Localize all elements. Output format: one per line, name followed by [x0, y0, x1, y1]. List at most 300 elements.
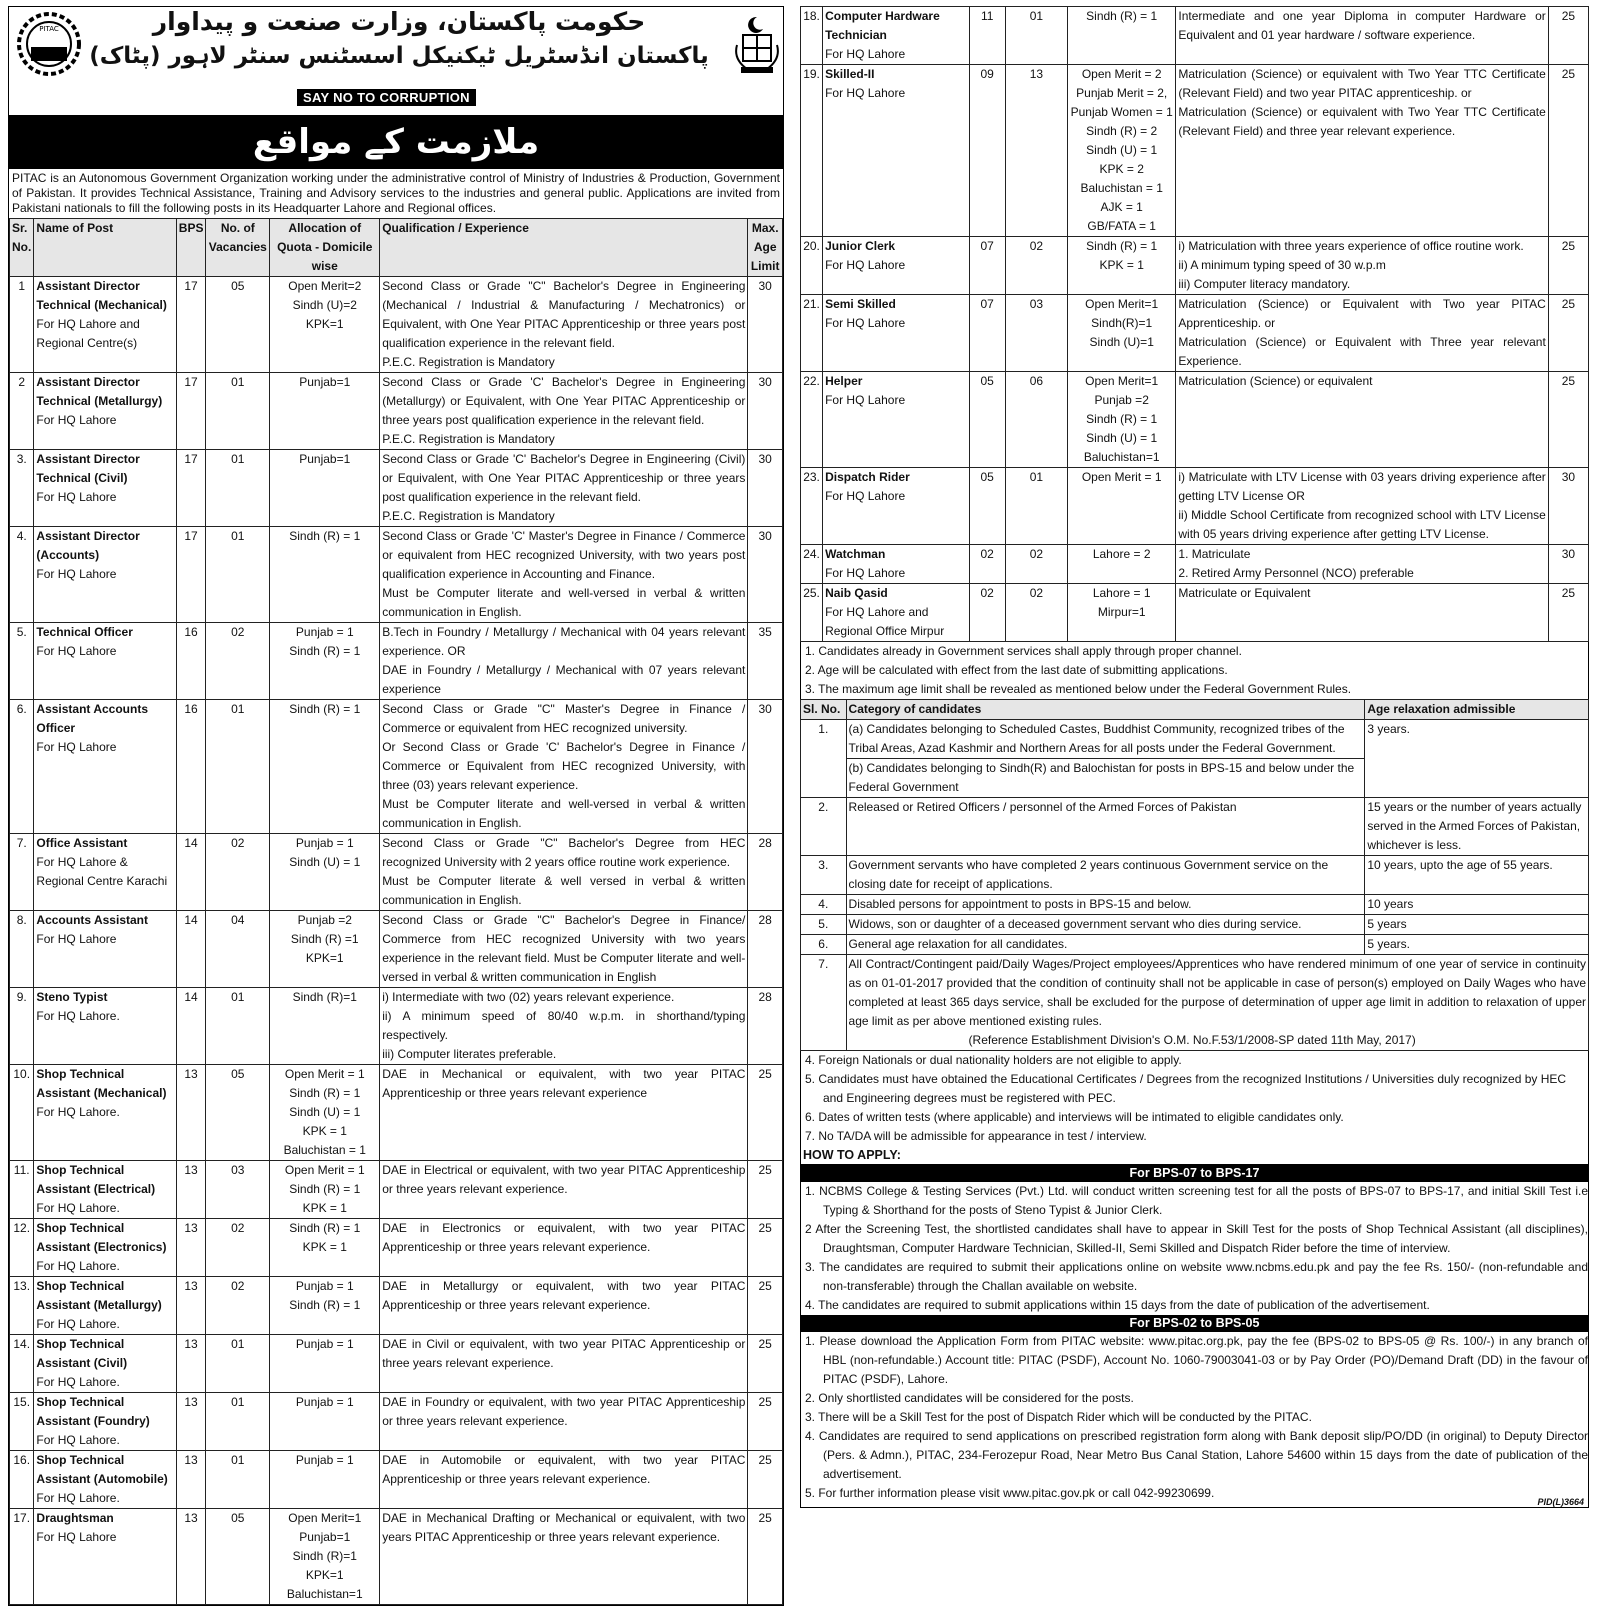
post-title: Watchman — [825, 547, 886, 561]
post-title: Shop Technical Assistant (Foundry) — [36, 1395, 150, 1428]
quota-line: Open Merit = 1 — [284, 1067, 365, 1081]
table-row — [10, 623, 783, 700]
quota-line: Sindh (U)=1 — [1089, 335, 1154, 349]
post-location: For HQ Lahore — [825, 489, 906, 503]
cell-bps: 13 — [176, 1161, 205, 1219]
quota-line: Sindh(R)=1 — [1091, 316, 1153, 330]
cell-post-name — [34, 373, 176, 450]
quota-line: Sindh (R) = 1 — [289, 702, 361, 716]
table-row — [10, 1161, 783, 1219]
svg-text:PITAC: PITAC — [39, 25, 59, 33]
relax-row: 2. Released or Retired Officers / personnel of the Armed Forces of Pakistan 15 years or the number of years actually served in the Armed Forces of Pakistan, whichever is less. — [801, 798, 1589, 856]
quota-line: Punjab =2 — [1094, 393, 1149, 407]
cell-sr: 6. — [10, 700, 34, 834]
qualification-line: B.Tech in Foundry / Metallurgy / Mechanical with 04 years relevant experience. OR — [382, 625, 746, 658]
quota-line: Open Merit = 1 — [284, 1163, 365, 1177]
cell-age: 25 — [748, 1451, 783, 1509]
relax-row: 3. Government servants who have completed 2 years continuous Government service on the closing date for receipt of applications. 10 years, upto the age of 55 years. — [801, 856, 1589, 895]
quota-line: Sindh (U) = 1 — [289, 855, 361, 869]
cell-sr: 13. — [10, 1277, 34, 1335]
quota-line: KPK=1 — [305, 1568, 344, 1582]
post-location: For HQ Lahore — [825, 258, 906, 272]
left-column — [8, 6, 784, 1601]
table-row — [801, 7, 1589, 65]
cell-sr: 7. — [10, 834, 34, 911]
cell-sr: 8. — [10, 911, 34, 988]
cell-vacancies: 01 — [1005, 7, 1067, 65]
cell-quota — [270, 700, 380, 834]
cell-vacancies: 02 — [206, 1277, 270, 1335]
post-title: Accounts Assistant — [36, 913, 148, 927]
qualification-line: Matriculation (Science) or equivalent with Two Year TTC Certificate (Relevant Field) and two year PITAC apprenticeship. or — [1178, 67, 1546, 100]
cell-sr: 19. — [801, 65, 823, 237]
quota-line: Sindh (R) =1 — [290, 932, 359, 946]
cell-qualification — [380, 527, 748, 623]
cell-quota — [270, 277, 380, 373]
cell-vacancies: 04 — [206, 911, 270, 988]
table-row — [10, 911, 783, 988]
table-header-row — [10, 219, 783, 277]
cell-qualification — [380, 1509, 748, 1605]
cell-bps: 02 — [969, 545, 1005, 584]
cell-post-name — [34, 1219, 176, 1277]
relax-col-category: Category of candidates — [846, 700, 1365, 720]
table-row — [10, 1509, 783, 1605]
table-row — [10, 834, 783, 911]
post-location: For HQ Lahore & Regional Centre Karachi — [36, 855, 168, 888]
cell-post-name — [34, 1277, 176, 1335]
cell-vacancies: 03 — [1005, 295, 1067, 372]
qualification-line: i) Matriculate with LTV License with 03 years driving experience after getting LTV License OR — [1178, 470, 1546, 503]
quota-line: Sindh (R) = 1 — [289, 1182, 361, 1196]
cell-qualification — [380, 277, 748, 373]
cell-qualification — [1176, 7, 1548, 65]
qualification-line: P.E.C. Registration is Mandatory — [382, 355, 555, 369]
cell-age: 28 — [748, 834, 783, 911]
table-row — [10, 450, 783, 527]
notes-a — [800, 642, 1589, 699]
post-location: For HQ Lahore. — [36, 1259, 120, 1273]
urdu-ministry-title: حکومت پاکستان، وزارت صنعت و پیداوار — [152, 7, 646, 36]
qualification-line: i) Intermediate with two (02) years relevant experience. — [382, 990, 675, 1004]
cell-bps: 13 — [176, 1277, 205, 1335]
cell-bps: 17 — [176, 373, 205, 450]
cell-vacancies: 03 — [206, 1161, 270, 1219]
qualification-line: ii) Middle School Certificate from recognized school with LTV License with 05 years driving experience after getting LTV License. — [1178, 508, 1546, 541]
cell-sr: 22. — [801, 372, 823, 468]
table-row — [10, 988, 783, 1065]
step-item: 3. The candidates are required to submit their applications online on website www.ncbms.edu.pk and pay the fee Rs. 150/- (non-refundable and non-transferable) through the Challan available on website. — [805, 1260, 1588, 1293]
post-title: Shop Technical Assistant (Electrical) — [36, 1163, 156, 1196]
cell-vacancies: 01 — [206, 988, 270, 1065]
cell-post-name — [34, 623, 176, 700]
cell-age: 25 — [1548, 372, 1588, 468]
cell-vacancies: 05 — [206, 1509, 270, 1605]
cell-vacancies: 02 — [1005, 545, 1067, 584]
quota-line: Sindh (R) = 1 — [289, 1086, 361, 1100]
cell-sr: 18. — [801, 7, 823, 65]
cell-qualification — [1176, 584, 1548, 642]
cell-post-name — [823, 372, 970, 468]
quota-line: Sindh (R)=1 — [292, 990, 357, 1004]
cell-sr: 12. — [10, 1219, 34, 1277]
post-location: For HQ Lahore. — [36, 1433, 120, 1447]
cell-qualification — [380, 1451, 748, 1509]
table-row — [801, 372, 1589, 468]
post-title: Helper — [825, 374, 863, 388]
right-column — [800, 6, 1589, 1594]
cell-bps: 13 — [176, 1393, 205, 1451]
cell-bps: 07 — [969, 237, 1005, 295]
table-row — [10, 527, 783, 623]
qualification-line: 2. Retired Army Personnel (NCO) preferable — [1178, 566, 1414, 580]
pitac-logo-icon — [15, 11, 83, 77]
cell-quota — [1067, 295, 1175, 372]
col-name: Name of Post — [34, 219, 176, 277]
post-title: Assistant Director Technical (Mechanical) — [36, 279, 167, 312]
quota-line: Punjab=1 — [299, 452, 351, 466]
cell-sr: 11. — [10, 1161, 34, 1219]
qualification-line: DAE in Electrical or equivalent, with two year PITAC Apprenticeship or three years relevant experience. — [382, 1163, 746, 1196]
cell-quota — [1067, 584, 1175, 642]
cell-quota — [270, 623, 380, 700]
cell-vacancies: 02 — [206, 623, 270, 700]
post-location: For HQ Lahore and Regional Centre(s) — [36, 317, 140, 350]
cell-sr: 20. — [801, 237, 823, 295]
cell-post-name — [34, 1161, 176, 1219]
cell-vacancies: 02 — [1005, 237, 1067, 295]
quota-line: KPK = 1 — [302, 1240, 347, 1254]
step-item: 3. There will be a Skill Test for the post of Dispatch Rider which will be conducted by the PITAC. — [805, 1410, 1312, 1424]
qualification-line: Matriculation (Science) or Equivalent with Two year PITAC Apprenticeship. or — [1178, 297, 1546, 330]
cell-bps: 14 — [176, 834, 205, 911]
quota-line: Open Merit = 2 — [1081, 67, 1162, 81]
post-location: For HQ Lahore — [36, 1530, 117, 1544]
cell-bps: 05 — [969, 372, 1005, 468]
table-row — [801, 468, 1589, 545]
cell-sr: 9. — [10, 988, 34, 1065]
qualification-line: P.E.C. Registration is Mandatory — [382, 432, 555, 446]
cell-age: 25 — [748, 1065, 783, 1161]
qualification-line: iii) Computer literacy mandatory. — [1178, 277, 1351, 291]
step-item: 1. Please download the Application Form from PITAC website: www.pitac.org.pk, pay the fee (BPS-02 to BPS-05 @ Rs. 100/-) in any branch of HBL (non-refundable.) Account title: PITAC (PSDF), Account No. 1060-79003041-03 or by Pay Order (PO)/Demand Draft (DD) in the favour of PITAC (PSDF), Lahore. — [805, 1334, 1588, 1386]
cell-quota — [1067, 65, 1175, 237]
step-item: 4. The candidates are required to submit applications within 15 days from the date of publication of the advertisement. — [805, 1298, 1430, 1312]
quota-line: Punjab = 1 — [295, 1279, 354, 1293]
post-location: For HQ Lahore and Regional Office Mirpur — [825, 605, 945, 638]
table-row — [801, 545, 1589, 584]
steps-bps-07-17 — [801, 1182, 1588, 1315]
col-qualification: Qualification / Experience — [380, 219, 748, 277]
note-item: 6. Dates of written tests (where applicable) and interviews will be intimated to eligible candidates only. — [805, 1110, 1344, 1124]
cell-bps: 16 — [176, 700, 205, 834]
cell-age: 25 — [1548, 65, 1588, 237]
cell-sr: 25. — [801, 584, 823, 642]
post-title: Dispatch Rider — [825, 470, 910, 484]
quota-line: Sindh (R)=1 — [292, 1549, 357, 1563]
cell-age: 25 — [1548, 295, 1588, 372]
cell-post-name — [34, 277, 176, 373]
cell-age: 25 — [748, 1219, 783, 1277]
cell-qualification — [1176, 237, 1548, 295]
cell-qualification — [380, 373, 748, 450]
quota-line: Punjab = 1 — [295, 1337, 354, 1351]
post-title: Shop Technical Assistant (Electronics) — [36, 1221, 167, 1254]
qualification-line: DAE in Civil or equivalent, with two year PITAC Apprenticeship or three years relevant experience. — [382, 1337, 746, 1370]
cell-quota — [270, 1393, 380, 1451]
qualification-line: Second Class or Grade "C" Bachelor's Degree in Engineering (Mechanical / Industrial & Manufacturing / Mechatronics) or Equivalent, with One Year PITAC Apprenticeship or three years post qualification experience in the relevant field. — [382, 279, 746, 350]
quota-line: Baluchistan=1 — [286, 1587, 363, 1601]
cell-post-name — [823, 7, 970, 65]
cell-bps: 05 — [969, 468, 1005, 545]
cell-post-name — [823, 237, 970, 295]
bps-02-05-bar: For BPS-02 to BPS-05 — [801, 1315, 1588, 1332]
cell-qualification — [380, 988, 748, 1065]
table-row — [10, 1393, 783, 1451]
note-item: 7. No TA/DA will be admissible for appearance in test / interview. — [805, 1129, 1147, 1143]
quota-line: AJK = 1 — [1100, 200, 1143, 214]
cell-quota — [1067, 372, 1175, 468]
post-location: For HQ Lahore — [36, 490, 117, 504]
cell-post-name — [823, 65, 970, 237]
post-title: Junior Clerk — [825, 239, 896, 253]
post-location: For HQ Lahore — [825, 316, 906, 330]
qualification-line: DAE in Foundry or equivalent, with two year PITAC Apprenticeship or three years relevant experience. — [382, 1395, 746, 1428]
cell-bps: 13 — [176, 1335, 205, 1393]
qualification-line: Second Class or Grade 'C' Master's Degree in Finance / Commerce or equivalent from HEC recognized University, with two years post qualification experience in Accounting and Finance. — [382, 529, 746, 581]
cell-qualification — [1176, 372, 1548, 468]
cell-age: 30 — [748, 700, 783, 834]
cell-post-name — [34, 1451, 176, 1509]
col-age: Max. Age Limit — [748, 219, 783, 277]
quota-line: Punjab = 1 — [295, 625, 354, 639]
cell-age: 25 — [748, 1335, 783, 1393]
quota-line: Sindh (R) = 1 — [1086, 412, 1158, 426]
table-row — [801, 65, 1589, 237]
cell-sr: 21. — [801, 295, 823, 372]
quota-line: Open Merit=1 — [1085, 374, 1159, 388]
post-title: Shop Technical Assistant (Civil) — [36, 1337, 128, 1370]
cell-qualification — [380, 1393, 748, 1451]
cell-age: 25 — [1548, 7, 1588, 65]
qualification-line: DAE in Metallurgy or equivalent, with two year PITAC Apprenticeship or three years relevant experience. — [382, 1279, 746, 1312]
cell-age: 25 — [748, 1509, 783, 1605]
table-row — [10, 1219, 783, 1277]
qualification-line: Matriculation (Science) or Equivalent with Three year relevant Experience. — [1178, 335, 1546, 368]
how-to-apply-heading: HOW TO APPLY: — [801, 1146, 1588, 1165]
qualification-line: Must be Computer literate & well versed in verbal & written communication in English. — [382, 874, 746, 907]
cell-qualification — [380, 1335, 748, 1393]
notes-b — [800, 1051, 1589, 1146]
post-title: Draughtsman — [36, 1511, 114, 1525]
qualification-line: Matriculation (Science) or equivalent with Two Year TTC Certificate (Relevant Field) and three year relevant experience. — [1178, 105, 1546, 138]
cell-sr: 5. — [10, 623, 34, 700]
cell-vacancies: 01 — [206, 700, 270, 834]
relax-col-age: Age relaxation admissible — [1365, 700, 1589, 720]
note-item: 2. Age will be calculated with effect from the last date of submitting applications. — [805, 663, 1228, 677]
qualification-line: Matriculation (Science) or equivalent — [1178, 374, 1373, 388]
cell-sr: 14. — [10, 1335, 34, 1393]
qualification-line: DAE in Electronics or equivalent, with two year PITAC Apprenticeship or three years relevant experience. — [382, 1221, 746, 1254]
cell-qualification — [380, 834, 748, 911]
pid-code: PID(L)3664 — [1537, 1497, 1584, 1507]
table-row — [10, 1277, 783, 1335]
table-row — [10, 700, 783, 834]
cell-qualification — [380, 1161, 748, 1219]
step-item: 5. For further information please visit www.pitac.gov.pk or call 042-99230699. — [805, 1486, 1215, 1500]
cell-age: 25 — [748, 1161, 783, 1219]
cell-qualification — [1176, 468, 1548, 545]
cell-vacancies: 05 — [206, 1065, 270, 1161]
cell-qualification — [380, 1065, 748, 1161]
post-location: For HQ Lahore — [36, 740, 117, 754]
cell-sr: 17. — [10, 1509, 34, 1605]
cell-sr: 24. — [801, 545, 823, 584]
cell-quota — [270, 988, 380, 1065]
post-title: Computer Hardware Technician — [825, 9, 940, 42]
relax-row: 4. Disabled persons for appointment to posts in BPS-15 and below. 10 years — [801, 895, 1589, 915]
cell-qualification — [1176, 545, 1548, 584]
cell-bps: 16 — [176, 623, 205, 700]
qualification-line: DAE in Mechanical Drafting or Mechanical or equivalent, with two years PITAC Apprenticeship or three years relevant experience. — [382, 1511, 746, 1544]
quota-line: Sindh (R) = 1 — [289, 529, 361, 543]
qualification-line: Second Class or Grade "C" Bachelor's Degree in Finance/ Commerce from HEC recognized University with two years experience in the relevant field. Must be Computer literate and well-versed in verbal & written communication in English — [382, 913, 746, 984]
cell-bps: 13 — [176, 1509, 205, 1605]
qualification-line: Intermediate and one year Diploma in computer Hardware or Equivalent and 01 year hardware / software experience. — [1178, 9, 1546, 42]
cell-qualification — [380, 911, 748, 988]
cell-quota — [270, 1161, 380, 1219]
cell-post-name — [34, 911, 176, 988]
quota-line: Punjab = 1 — [295, 836, 354, 850]
cell-bps: 17 — [176, 277, 205, 373]
post-title: Office Assistant — [36, 836, 128, 850]
post-title: Steno Typist — [36, 990, 108, 1004]
col-vacancies: No. of Vacancies — [206, 219, 270, 277]
cell-qualification — [380, 450, 748, 527]
cell-quota — [1067, 545, 1175, 584]
urdu-pitac-title: پاکستان انڈسٹریل ٹیکنیکل اسسٹنس سنٹر لاہور (پٹاک) — [89, 43, 709, 69]
quota-line: KPK = 2 — [1099, 162, 1144, 176]
posts-table-left — [9, 218, 783, 1605]
post-location: For HQ Lahore — [36, 932, 117, 946]
step-item: 2 After the Screening Test, the shortlisted candidates shall have to appear in Skill Test for the posts of Shop Technical Assistant (all disciplines), Draughtsman, Computer Hardware Technician, Skilled-II, Semi Skilled and Dispatch Rider before the time of interview. — [805, 1222, 1588, 1255]
quota-line: KPK = 1 — [302, 1124, 347, 1138]
post-title: Shop Technical Assistant (Metallurgy) — [36, 1279, 162, 1312]
post-title: Shop Technical Assistant (Mechanical) — [36, 1067, 167, 1100]
cell-age: 25 — [1548, 237, 1588, 295]
cell-bps: 14 — [176, 988, 205, 1065]
col-quota: Allocation of Quota - Domicile wise — [270, 219, 380, 277]
cell-vacancies: 01 — [206, 1335, 270, 1393]
post-location: For HQ Lahore. — [36, 1201, 120, 1215]
quota-line: Sindh (R) = 1 — [289, 644, 361, 658]
header — [8, 6, 784, 115]
post-title: Naib Qasid — [825, 586, 888, 600]
qualification-line: ii) A minimum speed of 80/40 w.p.m. in shorthand/typing respectively. — [382, 1009, 746, 1042]
table-row — [10, 373, 783, 450]
qualification-line: Or Second Class or Grade 'C' Bachelor's Degree in Finance / Commerce or Equivalent from HEC recognized University, with three (03) years relevant experience. — [382, 740, 746, 792]
cell-quota — [270, 834, 380, 911]
cell-qualification — [380, 1277, 748, 1335]
cell-post-name — [34, 1335, 176, 1393]
qualification-line: 1. Matriculate — [1178, 547, 1251, 561]
quota-line: Punjab Merit = 2, — [1076, 86, 1168, 100]
cell-qualification — [1176, 65, 1548, 237]
note-item: 3. The maximum age limit shall be revealed as mentioned below under the Federal Government Rules. — [805, 682, 1352, 696]
quota-line: KPK = 1 — [302, 1201, 347, 1215]
table-row — [10, 1451, 783, 1509]
cell-post-name — [823, 295, 970, 372]
step-item: 4. Candidates are required to send applications on prescribed registration form along with Bank deposit slip/PO/DD (in original) to Deputy Director (Pers. & Admn.), PITAC, 234-Ferozepur Road, Near Metro Bus Canal Station, Lahore 54600 within 15 days from the date of publication of the advertisement. — [805, 1429, 1588, 1481]
cell-vacancies: 01 — [206, 450, 270, 527]
post-title: Assistant Accounts Officer — [36, 702, 148, 735]
quota-line: Baluchistan = 1 — [1080, 181, 1163, 195]
col-bps: BPS — [176, 219, 205, 277]
qualification-line: ii) A minimum typing speed of 30 w.p.m — [1178, 258, 1386, 272]
cell-bps: 13 — [176, 1451, 205, 1509]
qualification-line: Must be Computer literate and well-versed in verbal & written communication in English. — [382, 797, 746, 830]
table-row — [10, 277, 783, 373]
quota-line: Open Merit = 1 — [1081, 470, 1162, 484]
cell-quota — [270, 1509, 380, 1605]
quota-line: Sindh (R) = 1 — [289, 1221, 361, 1235]
cell-bps: 13 — [176, 1219, 205, 1277]
cell-age: 35 — [748, 623, 783, 700]
quota-line: Mirpur=1 — [1097, 605, 1146, 619]
relax-row: 1. (a) Candidates belonging to Scheduled Castes, Buddhist Community, recognized tribes of the Tribal Areas, Azad Kashmir and Northern Areas for all posts under the Federal Government. (b) Candidates belonging to Sindh(R) and Balochistan for posts in BPS-15 and below under the Federal Government 3 years. — [801, 720, 1589, 798]
note-item: 5. Candidates must have obtained the Educational Certificates / Degrees from the recognized Institutions / Universities duly recognized by HEC and Engineering degrees must be registered with PEC. — [805, 1072, 1567, 1105]
cell-post-name — [34, 1509, 176, 1605]
cell-qualification — [1176, 295, 1548, 372]
cell-qualification — [380, 623, 748, 700]
cell-quota — [270, 1065, 380, 1161]
post-location: For HQ Lahore. — [36, 1375, 120, 1389]
steps-bps-02-05 — [801, 1332, 1588, 1507]
government-emblem-icon — [733, 15, 781, 77]
cell-vacancies: 13 — [1005, 65, 1067, 237]
quota-line: Sindh (R) = 1 — [289, 1298, 361, 1312]
quota-line: Lahore = 1 — [1092, 586, 1151, 600]
say-no-to-corruption: SAY NO TO CORRUPTION — [297, 89, 476, 106]
qualification-line: P.E.C. Registration is Mandatory — [382, 509, 555, 523]
post-location: For HQ Lahore — [825, 47, 906, 61]
table-row — [801, 295, 1589, 372]
post-location: For HQ Lahore — [825, 393, 906, 407]
cell-age: 28 — [748, 988, 783, 1065]
cell-quota — [1067, 7, 1175, 65]
qualification-line: Must be Computer literate and well-versed in verbal & written communication in English. — [382, 586, 746, 619]
cell-post-name — [823, 584, 970, 642]
note-item: 1. Candidates already in Government services shall apply through proper channel. — [805, 644, 1242, 658]
cell-quota — [270, 1219, 380, 1277]
cell-vacancies: 01 — [206, 373, 270, 450]
quota-line: Baluchistan=1 — [1083, 450, 1160, 464]
qualification-line: Second Class or Grade "C" Master's Degree in Finance / Commerce or equivalent from HEC recognized university. — [382, 702, 746, 735]
post-location: For HQ Lahore — [36, 567, 117, 581]
cell-sr: 3. — [10, 450, 34, 527]
cell-age: 30 — [748, 450, 783, 527]
quota-line: Sindh (R) = 1 — [1086, 9, 1158, 23]
qualification-line: Second Class or Grade "C" Bachelor's Degree from HEC recognized University with 2 years office routine work experience. — [382, 836, 746, 869]
cell-age: 30 — [748, 277, 783, 373]
cell-quota — [270, 527, 380, 623]
cell-quota — [270, 1277, 380, 1335]
qualification-line: i) Matriculation with three years experience of office routine work. — [1178, 239, 1524, 253]
post-title: Assistant Director (Accounts) — [36, 529, 140, 562]
post-location: For HQ Lahore — [825, 566, 906, 580]
posts-table-right — [800, 6, 1589, 642]
cell-quota — [270, 373, 380, 450]
